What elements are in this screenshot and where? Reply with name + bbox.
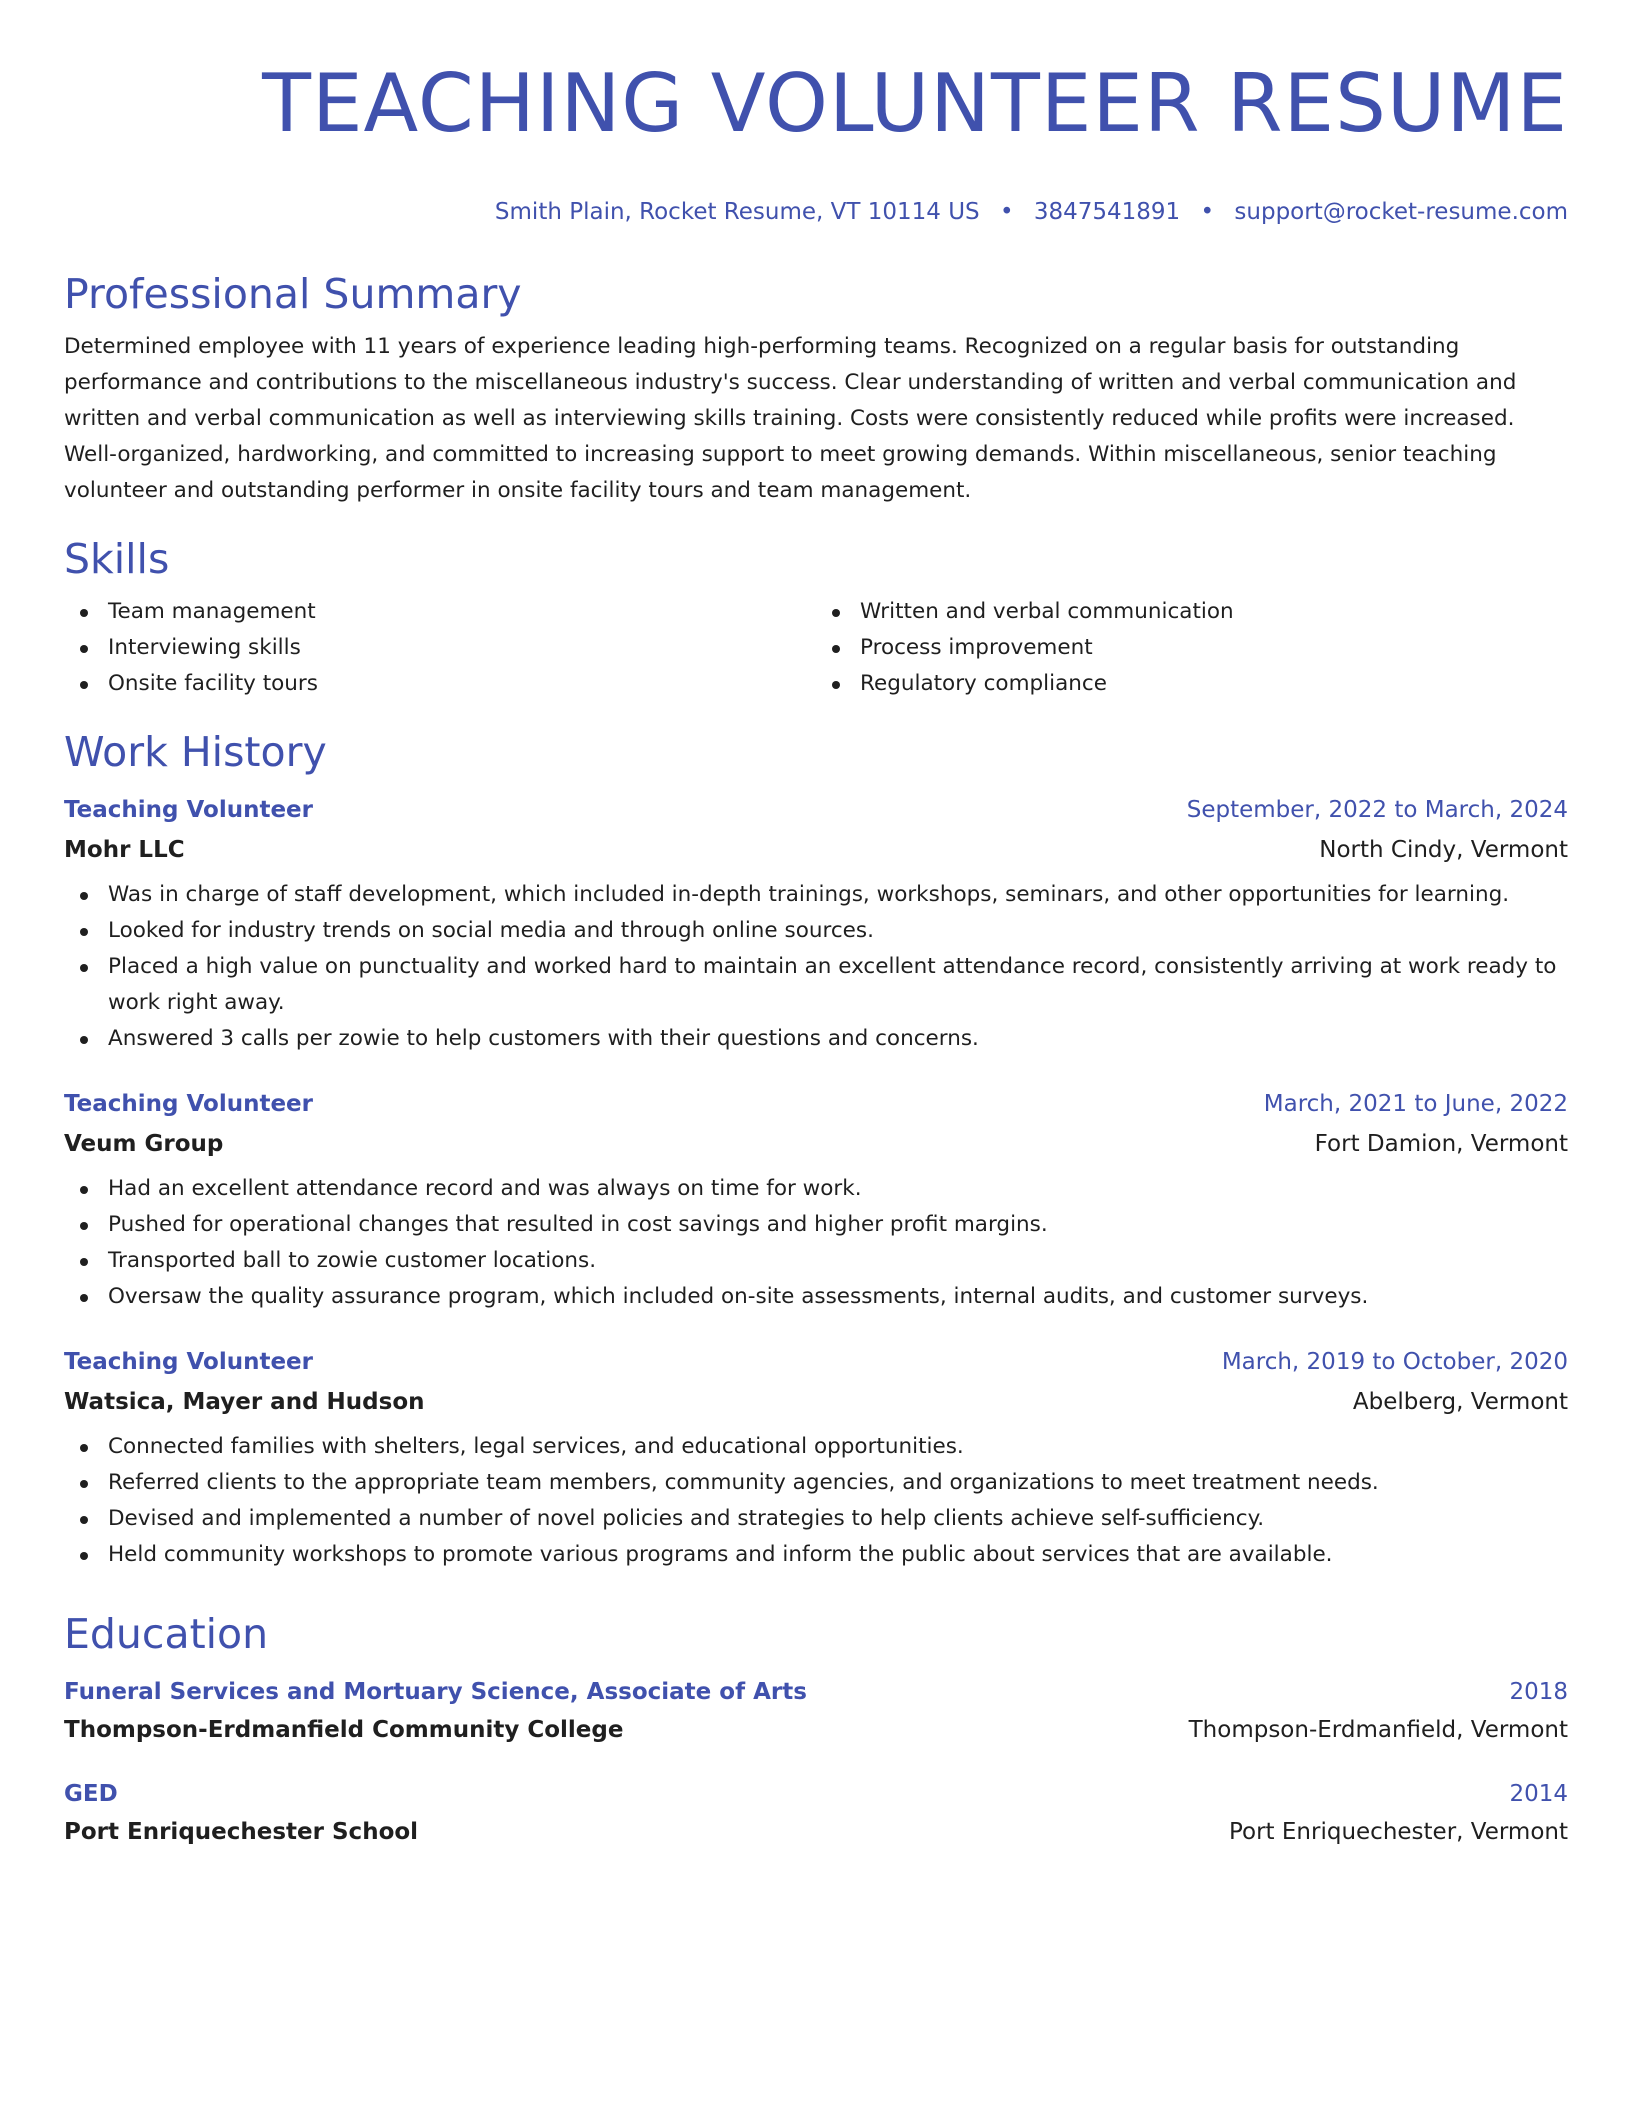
job-company-row — [64, 1129, 1568, 1159]
skill-item: Regulatory compliance — [860, 666, 1568, 702]
job-bullets — [64, 877, 1568, 1057]
job-title: Teaching Volunteer — [64, 1349, 314, 1375]
skills-heading: Skills — [64, 535, 170, 583]
education-header-row — [64, 1677, 1568, 1707]
job-bullet: Connected families with shelters, legal services, and educational opportunities. — [108, 1429, 1568, 1465]
job-header-row — [64, 1347, 1568, 1377]
education-year: 2018 — [1509, 1679, 1568, 1705]
job-dates: March, 2021 to June, 2022 — [1263, 1091, 1568, 1117]
contact-phone: 3847541891 — [1033, 199, 1181, 225]
job-company-row — [64, 1387, 1568, 1417]
education-header-row — [64, 1779, 1568, 1809]
summary-heading: Professional Summary — [64, 270, 522, 318]
job-dates: March, 2019 to October, 2020 — [1221, 1349, 1568, 1375]
job-header-row — [64, 795, 1568, 825]
job-company: Veum Group — [64, 1131, 224, 1157]
job-bullet: Referred clients to the appropriate team members, community agencies, and organizations to meet treatment needs. — [108, 1465, 1568, 1501]
job-company: Watsica, Mayer and Hudson — [64, 1389, 425, 1415]
job-company: Mohr LLC — [64, 837, 185, 863]
job-bullet: Pushed for operational changes that resulted in cost savings and higher profit margins. — [108, 1207, 1568, 1243]
education-location: Port Enriquechester, Vermont — [1228, 1819, 1568, 1845]
job-bullet: Placed a high value on punctuality and worked hard to maintain an excellent attendance record, consistently arriving at work ready to work right away. — [108, 949, 1568, 1021]
education-school: Thompson-Erdmanfield Community College — [64, 1717, 624, 1743]
job-bullets — [64, 1171, 1568, 1315]
job-bullet: Oversaw the quality assurance program, which included on-site assessments, internal audits, and customer surveys. — [108, 1279, 1568, 1315]
job-bullet: Devised and implemented a number of novel policies and strategies to help clients achieve self-sufficiency. — [108, 1501, 1568, 1537]
contact-separator: • — [999, 199, 1014, 225]
contact-separator: • — [1200, 199, 1215, 225]
skill-item: Process improvement — [860, 630, 1568, 666]
job-entry — [64, 1089, 1568, 1315]
job-title: Teaching Volunteer — [64, 797, 314, 823]
skills-list-left — [64, 594, 816, 702]
skill-item: Written and verbal communication — [860, 594, 1568, 630]
job-bullet: Was in charge of staff development, which included in-depth trainings, workshops, seminars, and other opportunities for learning. — [108, 877, 1568, 913]
job-location: Abelberg, Vermont — [1352, 1389, 1568, 1415]
job-location: North Cindy, Vermont — [1319, 837, 1568, 863]
work-history-heading: Work History — [64, 728, 327, 776]
contact-line — [64, 197, 1568, 227]
education-school-row — [64, 1715, 1568, 1745]
job-bullet: Had an excellent attendance record and was always on time for work. — [108, 1171, 1568, 1207]
skill-item: Onsite facility tours — [108, 666, 816, 702]
skills-list-right — [816, 594, 1568, 702]
job-bullet: Transported ball to zowie customer locations. — [108, 1243, 1568, 1279]
education-location: Thompson-Erdmanfield, Vermont — [1188, 1717, 1568, 1743]
education-school: Port Enriquechester School — [64, 1819, 419, 1845]
job-location: Fort Damion, Vermont — [1314, 1131, 1568, 1157]
education-year: 2014 — [1509, 1781, 1568, 1807]
summary-text: Determined employee with 11 years of experience leading high-performing teams. Recognized on a regular basis for outstanding performance and contributions to the miscellaneous industry's success. Clear understanding of written and verbal communication and written and verbal communication as well as interviewing skills training. Costs were consistently reduced while profits were increased. Well-organized, hardworking, and committed to increasing support to meet growing demands. Within miscellaneous, senior teaching volunteer and outstanding performer in onsite facility tours and team management. — [64, 334, 1517, 503]
job-bullets — [64, 1429, 1568, 1573]
job-dates: September, 2022 to March, 2024 — [1186, 797, 1568, 823]
job-bullet: Looked for industry trends on social media and through online sources. — [108, 913, 1568, 949]
job-title: Teaching Volunteer — [64, 1091, 314, 1117]
contact-email: support@rocket-resume.com — [1234, 199, 1568, 225]
education-heading: Education — [64, 1610, 269, 1658]
skill-item: Interviewing skills — [108, 630, 816, 666]
skills-grid — [64, 594, 1568, 702]
job-company-row — [64, 835, 1568, 865]
education-entry — [64, 1779, 1568, 1847]
education-entry — [64, 1677, 1568, 1745]
job-entry — [64, 795, 1568, 1057]
resume-title: TEACHING VOLUNTEER RESUME — [262, 57, 1568, 150]
job-bullet: Held community workshops to promote various programs and inform the public about services that are available. — [108, 1537, 1568, 1573]
job-entry — [64, 1347, 1568, 1573]
skill-item: Team management — [108, 594, 816, 630]
education-school-row — [64, 1817, 1568, 1847]
education-degree: Funeral Services and Mortuary Science, Associate of Arts — [64, 1679, 807, 1705]
contact-address: Smith Plain, Rocket Resume, VT 10114 US — [494, 199, 980, 225]
job-bullet: Answered 3 calls per zowie to help customers with their questions and concerns. — [108, 1021, 1568, 1057]
job-header-row — [64, 1089, 1568, 1119]
education-degree: GED — [64, 1781, 118, 1807]
